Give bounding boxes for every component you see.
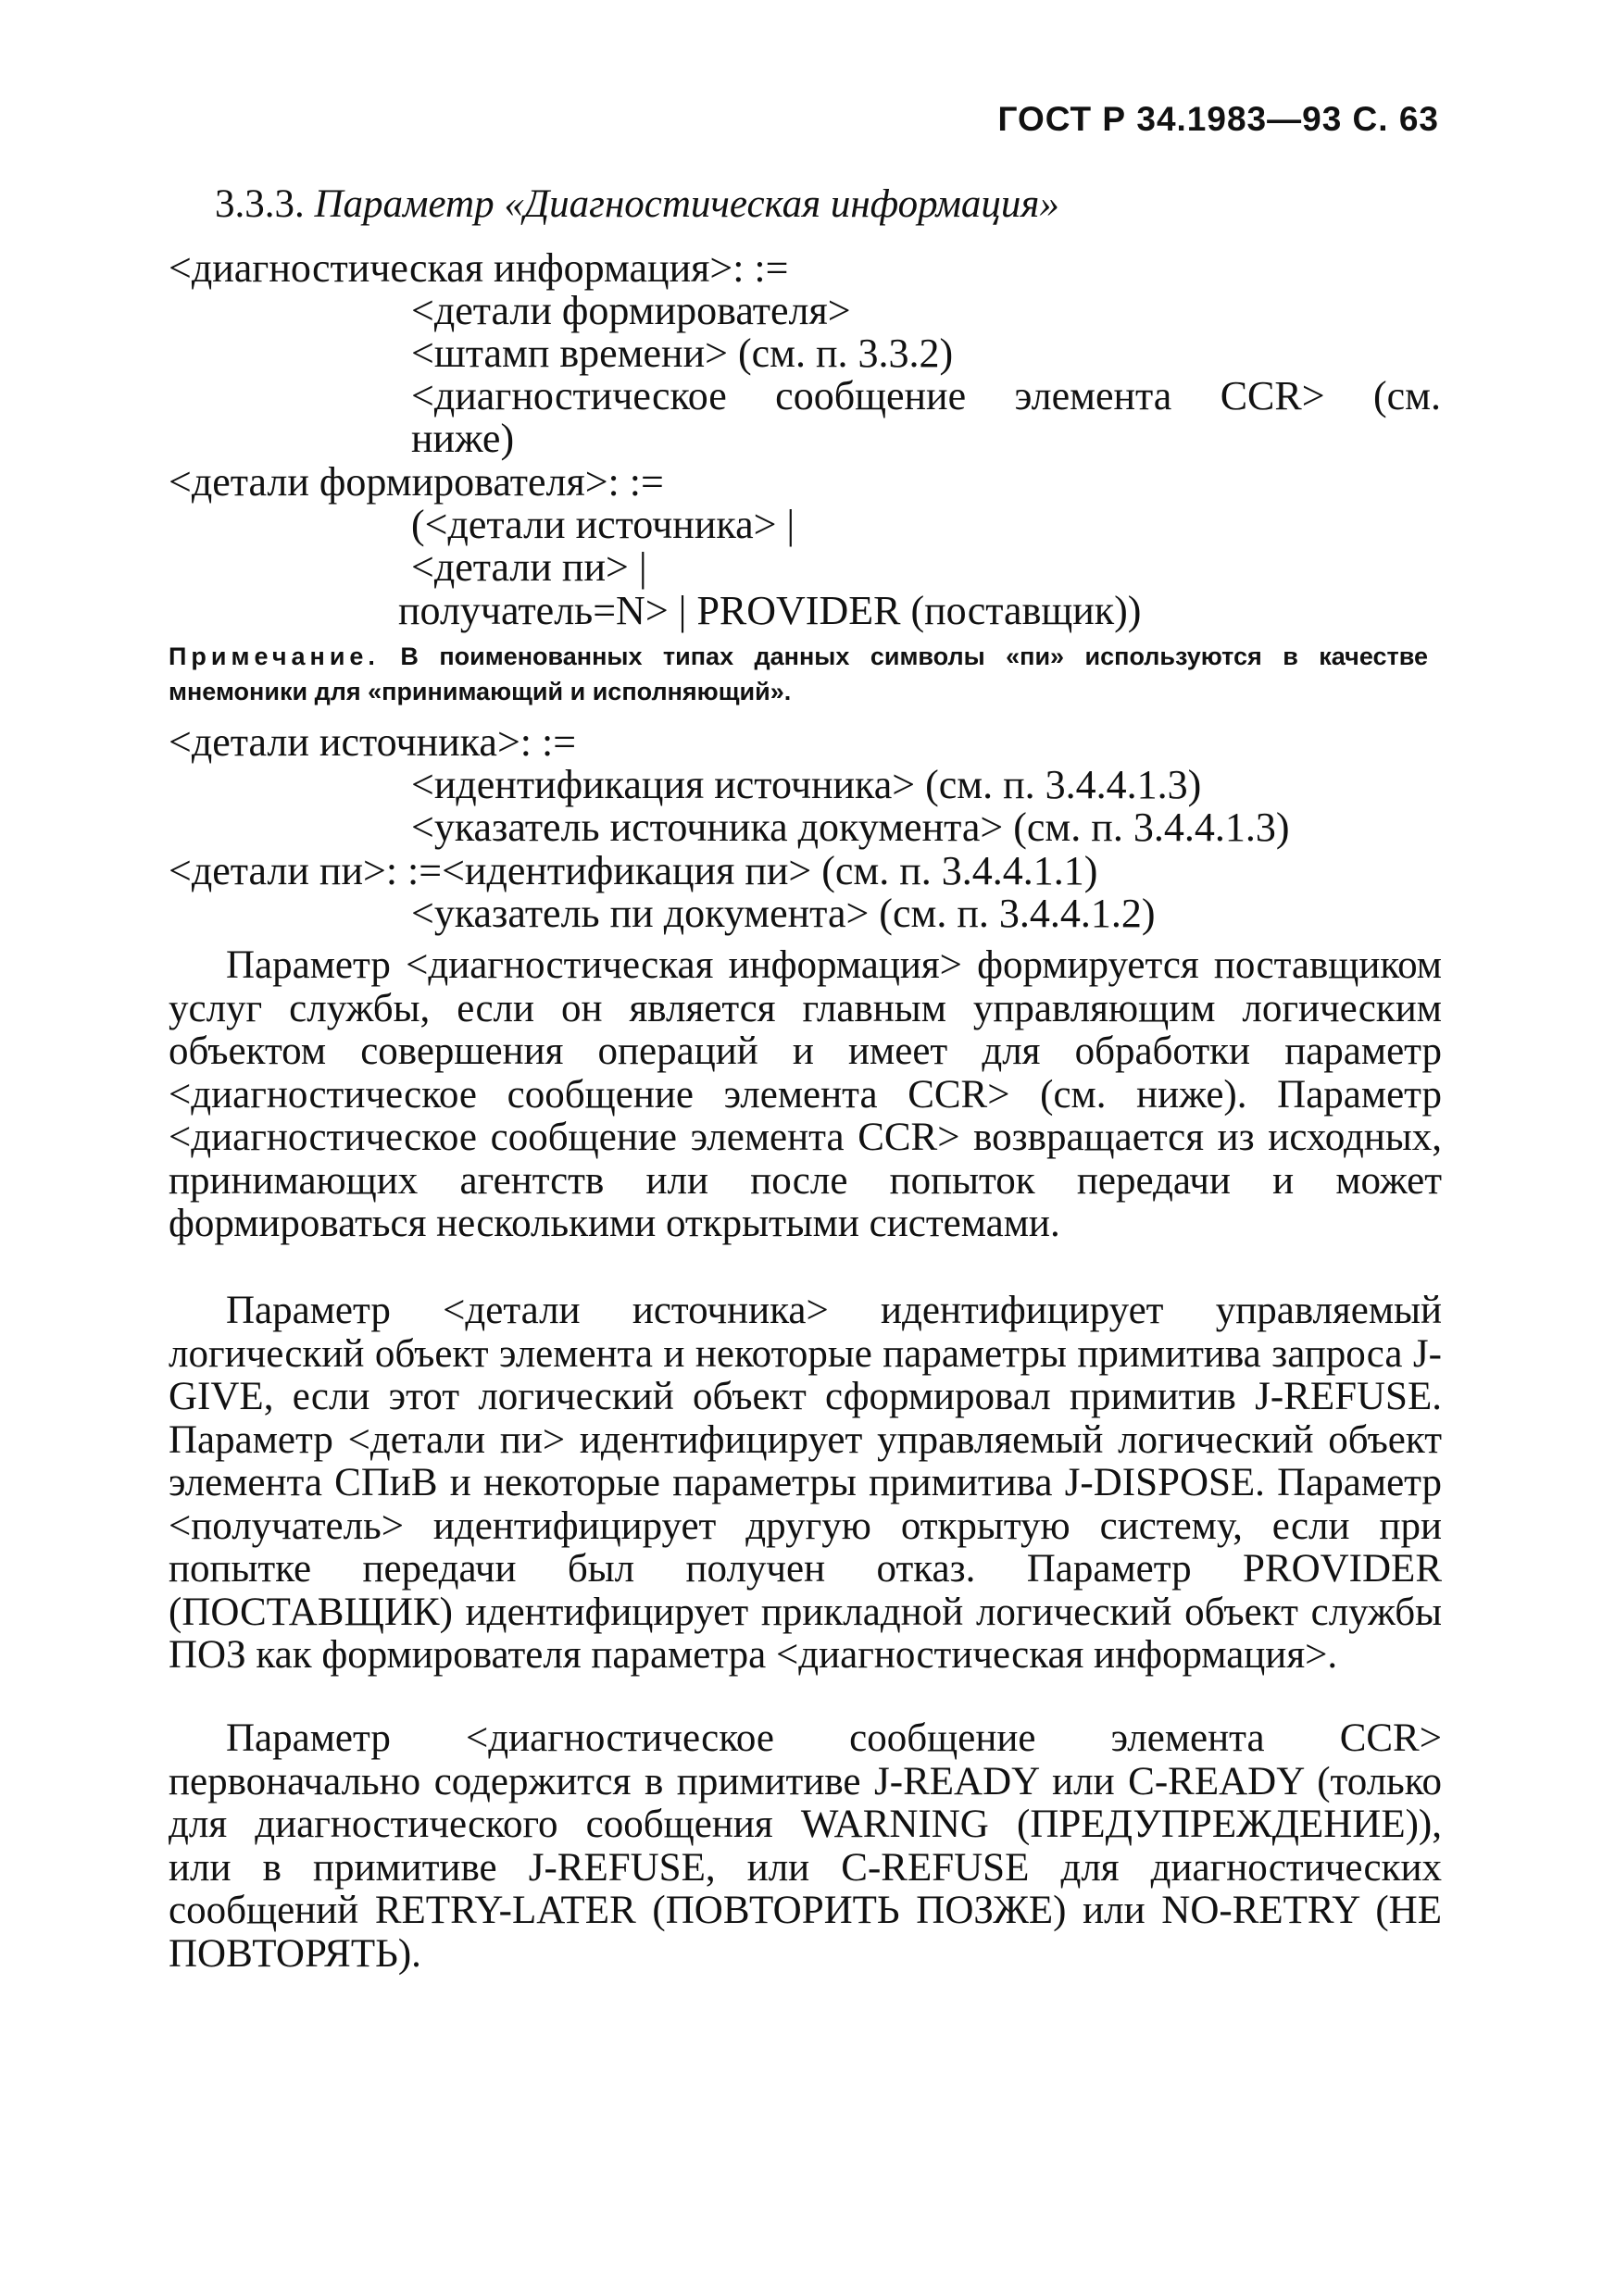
syntax-line: <диагностическое сообщение элемента CCR> (см. (411, 373, 1441, 418)
section-title: Параметр «Диагностическая информация» (314, 182, 1059, 226)
syntax-line: (<детали источника> | (411, 502, 795, 547)
syntax-line: ниже) (411, 416, 515, 461)
syntax-line: <детали пи>: :=<идентификация пи> (см. п. 3.4.4.1.1) (169, 848, 1098, 893)
paragraph-text: Параметр <детали источника> идентифицирует управляемый логический объект элемента и некоторые параметры примитива запроса J-GIVE, если этот логический объект сформировал примитив J-REFUSE. Параметр <детали пи> идентифицирует управляемый логический объект элемента СПиВ и некоторые параметры примитива J-DISPOSE. Параметр <получатель> идентифицирует другую открытую систему, если при попытке передачи был получен отказ. Параметр PROVIDER (ПОСТАВЩИК) идентифицирует прикладной логический объект службы ПОЗ как формирователя параметра <диагностическая информация>. (169, 1289, 1442, 1677)
syntax-line: <указатель источника документа> (см. п. 3.4.4.1.3) (411, 805, 1290, 850)
paragraph-text: Параметр <диагностическая информация> формируется поставщиком услуг службы, если он является главным управляющим логическим объектом совершения операций и имеет для обработки параметр <диагностическое сообщение элемента CCR> (см. ниже). Параметр <диагностическое сообщение элемента CCR> возвращается из исходных, принимающих агентств или после попыток передачи и может формироваться несколькими открытыми системами. (169, 943, 1442, 1245)
syntax-line: <детали источника>: := (169, 719, 577, 765)
note (169, 639, 1428, 709)
paragraph-text: Параметр <диагностическое сообщение элемента CCR> первоначально содержится в примитиве J-READY или C-READY (только для диагностического сообщения WARNING (ПРЕДУПРЕЖДЕНИЕ)), или в примитиве J-REFUSE, или C-REFUSE для диагностических сообщений RETRY-LATER (ПОВТОРИТЬ ПОЗЖЕ) или NO-RETRY (НЕ ПОВТОРЯТЬ). (169, 1716, 1442, 1976)
body-paragraph (169, 1290, 1442, 1678)
body-paragraph (169, 944, 1442, 1246)
syntax-line: <штамп времени> (см. п. 3.3.2) (411, 331, 954, 376)
page-header: ГОСТ Р 34.1983—93 С. 63 (997, 100, 1439, 138)
syntax-line: <диагностическая информация>: := (169, 245, 789, 291)
syntax-line: получатель=N> | PROVIDER (поставщик)) (398, 588, 1142, 633)
syntax-line: <идентификация источника> (см. п. 3.4.4.1.3) (411, 762, 1202, 807)
section-number: 3.3.3. (215, 182, 305, 226)
syntax-line: <указатель пи документа> (см. п. 3.4.4.1.2) (411, 891, 1156, 936)
syntax-line: <детали пи> | (411, 544, 647, 590)
note-label: Примечание. (169, 643, 380, 670)
syntax-line: <детали формирователя>: := (169, 459, 664, 505)
body-paragraph (169, 1717, 1442, 1976)
syntax-line: <детали формирователя> (411, 288, 851, 333)
note-text: В поименованных типах данных символы «пи» используются в качестве мнемоники для «принимающий и исполняющий». (169, 643, 1428, 705)
section-heading (215, 181, 1059, 227)
